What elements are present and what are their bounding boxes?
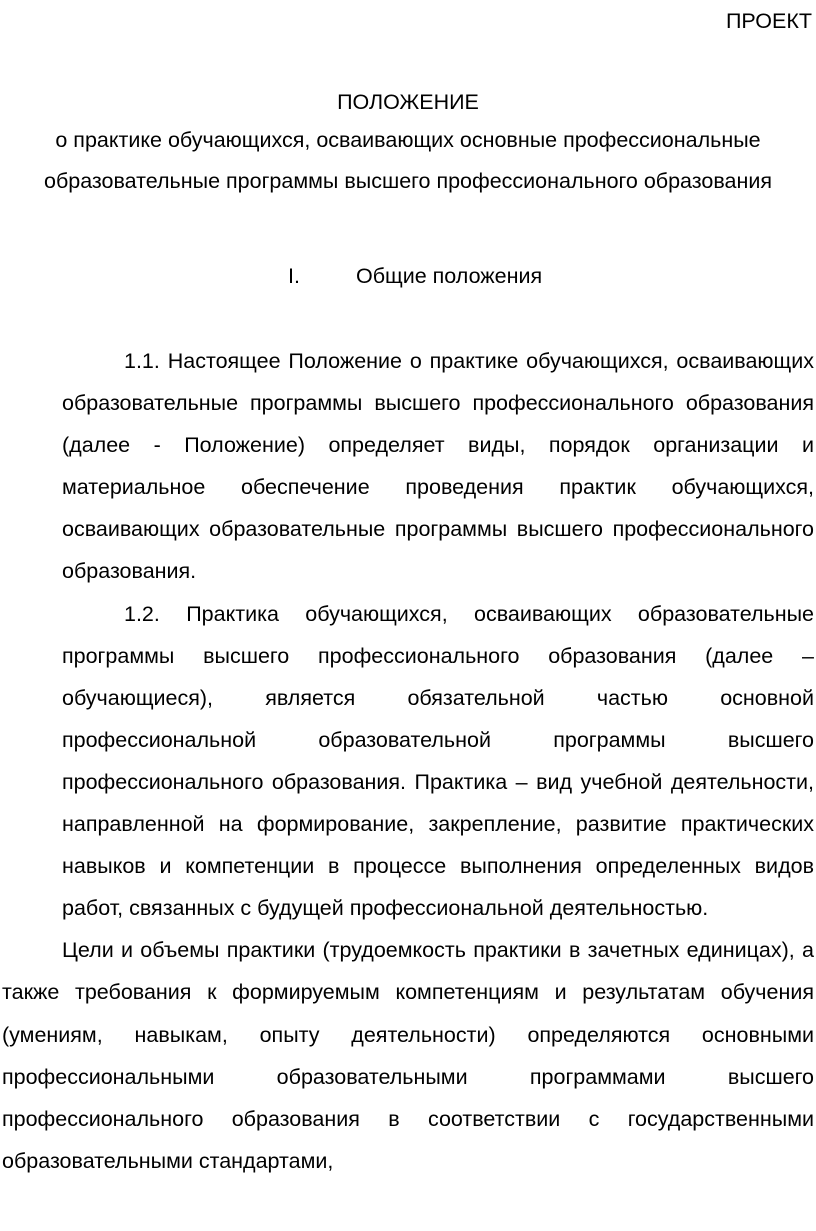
document-subtitle: [0, 120, 816, 202]
paragraph-text: Практика обучающихся, осваивающих образовательные программы высшего профессионального образования (далее – обучающиеся), является обязательной частью основной профессиональной образовательной программы высшего профессионального образования. Практика – вид учебной деятельности, направленной на формирование, закрепление, развитие практических навыков и компетенции в процессе выполнения определенных видов работ, связанных с будущей профессиональной деятельностью.: [62, 601, 814, 921]
paragraph-text: Настоящее Положение о практике обучающихся, осваивающих образовательные программы высшего профессионального образования (далее - Положение) определяет виды, порядок организации и материальное обеспечение проведения практик обучающихся, осваивающих образовательные программы высшего профессионального образования.: [62, 349, 814, 584]
paragraph-text: Цели и объемы практики (трудоемкость практики в зачетных единицах), а также требования к формируемым компетенциям и результатам обучения (умениям, навыкам, опыту деятельности) определяются основными профессиональными образовательными программами высшего профессионального образования в соответствии с государственными образовательными стандартами,: [2, 938, 814, 1173]
document-body: [0, 340, 816, 1182]
section-number: I.: [288, 264, 300, 288]
paragraph-1-1: [0, 340, 816, 593]
section-heading: [0, 258, 816, 294]
subtitle-line-1: о практике обучающихся, осваивающих основные профессиональные: [55, 128, 761, 152]
document-title-block: [0, 88, 816, 202]
paragraph-number: 1.2.: [124, 601, 160, 626]
draft-stamp: ПРОЕКТ: [725, 9, 812, 33]
paragraph-goals: [0, 929, 816, 1182]
document-title: ПОЛОЖЕНИЕ: [337, 90, 479, 114]
paragraph-number: 1.1.: [124, 349, 160, 373]
section-title: Общие положения: [356, 264, 543, 288]
paragraph-1-2: [0, 593, 816, 930]
subtitle-line-2: образовательные программы высшего профессионального образования: [43, 169, 773, 193]
